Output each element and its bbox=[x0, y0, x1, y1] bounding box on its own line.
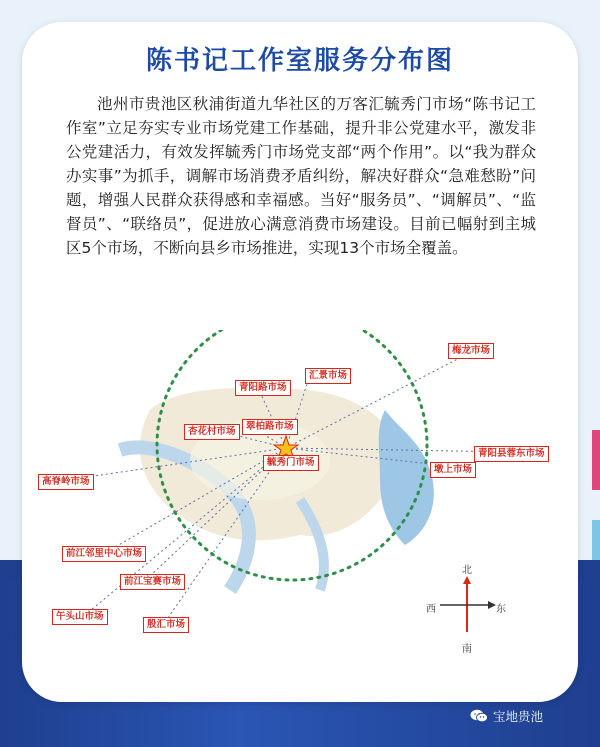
compass-north: 北 bbox=[462, 565, 472, 576]
description-paragraph: 池州市贵池区秋浦街道九华社区的万客汇毓秀门市场“陈书记工作室”立足夯实专业市场党建工作基础，提升非公党建水平，激发非公党建活力，有效发挥毓秀门市场党支部“两个作用”。以“我为群众办实事”为抓手，调解市场消费矛盾纠纷，解决好群众“急难愁盼”问题，增强人民群众获得感和幸福感。当好“服务员”、“调解员”、“监督员”、“联络员”，促进放心满意消费市场建设。目前已幅射到主城区5个市场，不断向县乡市场推进，实现13个市场全覆盖。 bbox=[66, 95, 536, 257]
compass-icon bbox=[432, 570, 502, 640]
wechat-account bbox=[470, 707, 543, 725]
compass-west: 西 bbox=[426, 604, 436, 615]
page-title: 陈书记工作室服务分布图 bbox=[145, 46, 454, 76]
market-label-qingyanglu: 青阳路市场 bbox=[235, 380, 291, 396]
market-label-wutoushan: 午头山市场 bbox=[52, 609, 108, 625]
market-label-meilong: 梅龙市场 bbox=[448, 343, 494, 359]
market-label-xinghuacun: 杏花村市场 bbox=[184, 424, 240, 440]
market-label-yinhui: 殷汇市场 bbox=[143, 617, 189, 633]
market-label-cuibailu: 翠柏路市场 bbox=[242, 419, 298, 435]
market-label-qianjiang-linli: 前江邻里中心市场 bbox=[62, 546, 146, 562]
compass-east: 东 bbox=[496, 604, 506, 615]
market-label-gaopoling: 高脊岭市场 bbox=[38, 474, 94, 490]
market-label-center: 毓秀门市场 bbox=[263, 455, 319, 471]
compass-south: 南 bbox=[462, 644, 472, 655]
wechat-account-name: 宝地贵池 bbox=[493, 709, 544, 724]
wechat-icon bbox=[470, 709, 488, 723]
market-label-dunshang: 墩上市场 bbox=[430, 462, 476, 478]
market-label-huixin: 汇景市场 bbox=[305, 368, 351, 384]
market-label-qingyang-rongdong: 青阳县蓉东市场 bbox=[474, 446, 549, 462]
market-label-qianjiang-baosai: 前江宝赛市场 bbox=[120, 574, 185, 590]
